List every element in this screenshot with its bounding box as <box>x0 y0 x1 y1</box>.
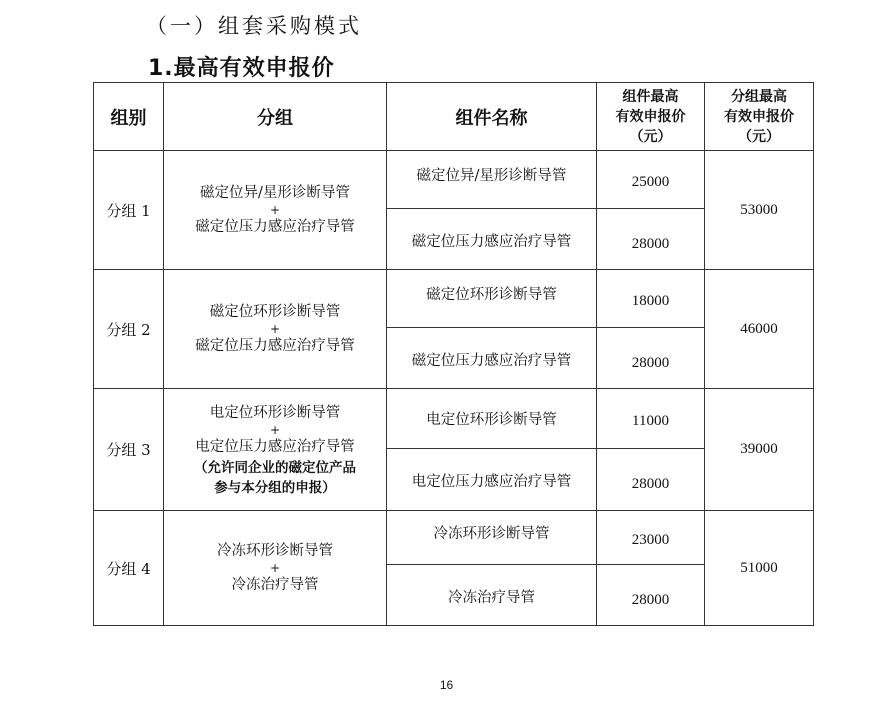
combo-line: 冷冻治疗导管 <box>231 577 319 593</box>
header-subgroup: 分组 <box>164 83 387 151</box>
component-name: 磁定位异/星形诊断导管 <box>387 151 597 209</box>
table-row <box>94 511 814 565</box>
header-line: 有效申报价 <box>615 108 686 125</box>
group-combo <box>164 511 387 626</box>
plus-sign: + <box>269 422 281 437</box>
header-line: 分组最高 <box>731 88 787 105</box>
group-total-price: 39000 <box>705 389 814 511</box>
table-header-row <box>94 83 814 151</box>
plus-sign: + <box>269 203 281 217</box>
component-price: 18000 <box>597 270 705 328</box>
combo-line: 磁定位环形诊断导管 <box>209 304 341 320</box>
group-label: 分组 1 <box>94 151 164 270</box>
group-combo <box>164 389 387 511</box>
table-row <box>94 389 814 449</box>
header-group-price <box>705 83 814 151</box>
price-table <box>93 82 814 626</box>
header-component-name: 组件名称 <box>387 83 597 151</box>
combo-line: 冷冻环形诊断导管 <box>217 543 333 559</box>
component-name: 冷冻治疗导管 <box>387 565 597 626</box>
component-name: 电定位压力感应治疗导管 <box>387 449 597 511</box>
sub-title: 1.最高有效申报价 <box>148 56 335 81</box>
group-total-price: 51000 <box>705 511 814 626</box>
header-line: 有效申报价 <box>724 108 794 125</box>
header-line: （元） <box>629 128 672 145</box>
group-label: 分组 2 <box>94 270 164 389</box>
group-label: 分组 4 <box>94 511 164 626</box>
combo-note: 参与本分组的申报） <box>214 479 336 496</box>
plus-sign: + <box>269 322 281 336</box>
component-name: 磁定位压力感应治疗导管 <box>387 209 597 270</box>
component-name: 磁定位压力感应治疗导管 <box>387 328 597 389</box>
component-price: 23000 <box>597 511 705 565</box>
combo-line: 磁定位压力感应治疗导管 <box>195 219 355 235</box>
group-total-price: 46000 <box>705 270 814 389</box>
page-number: 16 <box>439 678 454 692</box>
component-name: 电定位环形诊断导管 <box>387 389 597 449</box>
table-row <box>94 151 814 209</box>
combo-note: （允许同企业的磁定位产品 <box>194 459 356 476</box>
combo-line: 电定位环形诊断导管 <box>209 404 341 421</box>
combo-line: 磁定位压力感应治疗导管 <box>195 338 355 354</box>
group-combo <box>164 151 387 270</box>
combo-line: 磁定位异/星形诊断导管 <box>200 185 350 201</box>
plus-sign: + <box>269 561 281 575</box>
component-price: 28000 <box>597 449 705 511</box>
component-price: 28000 <box>597 328 705 389</box>
group-label: 分组 3 <box>94 389 164 511</box>
component-price: 11000 <box>597 389 705 449</box>
component-price: 28000 <box>597 565 705 626</box>
component-name: 冷冻环形诊断导管 <box>387 511 597 565</box>
group-total-price: 53000 <box>705 151 814 270</box>
header-group: 组别 <box>94 83 164 151</box>
section-title: （一）组套采购模式 <box>146 14 362 38</box>
combo-line: 电定位压力感应治疗导管 <box>195 438 355 455</box>
component-price: 25000 <box>597 151 705 209</box>
group-combo <box>164 270 387 389</box>
table-row <box>94 270 814 328</box>
header-component-price <box>597 83 705 151</box>
header-line: 组件最高 <box>622 88 679 105</box>
component-price: 28000 <box>597 209 705 270</box>
component-name: 磁定位环形诊断导管 <box>387 270 597 328</box>
header-line: （元） <box>738 128 780 145</box>
